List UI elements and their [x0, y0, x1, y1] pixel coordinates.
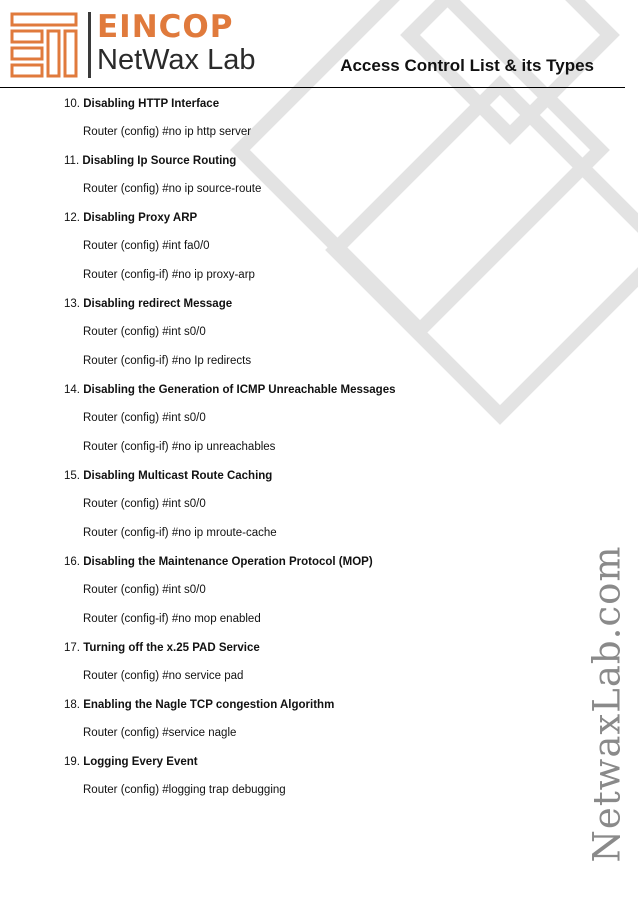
- watermark: [584, 545, 630, 863]
- brand-name: EINCOP: [97, 9, 234, 45]
- item-number: 10.: [64, 98, 80, 110]
- command-line: Router (config-if) #no mop enabled: [83, 613, 261, 625]
- command-line: Router (config) #no service pad: [83, 670, 244, 682]
- list-item: [64, 154, 584, 196]
- item-heading: [64, 297, 584, 311]
- logo-divider: [88, 12, 91, 78]
- item-number: 11.: [64, 155, 80, 167]
- item-title: Disabling redirect Message: [83, 298, 233, 310]
- command-line: Router (config-if) #no ip proxy-arp: [83, 269, 255, 281]
- brand-subtitle: NetWax Lab: [97, 44, 256, 76]
- list-item: [64, 555, 584, 626]
- command-line: Router (config-if) #no ip mroute-cache: [83, 527, 277, 539]
- item-title: Disabling Proxy ARP: [83, 212, 198, 224]
- list-item: [64, 755, 584, 797]
- document-title: Access Control List & its Types: [340, 56, 594, 75]
- item-heading: [64, 555, 584, 569]
- list-item: [64, 297, 584, 368]
- item-number: 18.: [64, 699, 80, 711]
- page-header: [0, 0, 638, 90]
- item-title: Disabling Multicast Route Caching: [83, 470, 273, 482]
- list-item: [64, 211, 584, 282]
- item-title: Disabling the Generation of ICMP Unreachable Messages: [83, 384, 396, 396]
- command-line: Router (config) #int s0/0: [83, 412, 206, 424]
- item-heading: [64, 641, 584, 655]
- command-line: Router (config) #int s0/0: [83, 326, 206, 338]
- item-heading: [64, 97, 584, 111]
- item-heading: [64, 154, 584, 168]
- item-number: 19.: [64, 756, 80, 768]
- item-title: Disabling the Maintenance Operation Protocol (MOP): [83, 556, 373, 568]
- eincop-logo-icon: [10, 12, 78, 78]
- command-line: Router (config) #int s0/0: [83, 584, 206, 596]
- list-item: [64, 97, 584, 139]
- item-number: 12.: [64, 212, 80, 224]
- item-heading: [64, 698, 584, 712]
- command-line: Router (config) #no ip source-route: [83, 183, 262, 195]
- item-title: Enabling the Nagle TCP congestion Algorithm: [83, 699, 335, 711]
- command-line: Router (config) #service nagle: [83, 727, 237, 739]
- item-title: Turning off the x.25 PAD Service: [83, 642, 260, 654]
- header-divider: [0, 87, 625, 88]
- command-line: Router (config) #logging trap debugging: [83, 784, 286, 796]
- item-heading: [64, 469, 584, 483]
- item-heading: [64, 211, 584, 225]
- item-number: 13.: [64, 298, 80, 310]
- command-line: Router (config) #no ip http server: [83, 126, 252, 138]
- item-number: 16.: [64, 556, 80, 568]
- item-heading: [64, 383, 584, 397]
- watermark-text: NetwaxLab.com: [585, 545, 629, 863]
- command-line: Router (config-if) #no Ip redirects: [83, 355, 252, 367]
- list-item: [64, 698, 584, 740]
- command-line: Router (config-if) #no ip unreachables: [83, 441, 276, 453]
- list-item: [64, 641, 584, 683]
- list-item: [64, 383, 584, 454]
- item-heading: [64, 755, 584, 769]
- item-title: Logging Every Event: [83, 756, 198, 768]
- item-title: Disabling HTTP Interface: [83, 98, 220, 110]
- item-number: 14.: [64, 384, 80, 396]
- command-line: Router (config) #int s0/0: [83, 498, 206, 510]
- command-line: Router (config) #int fa0/0: [83, 240, 210, 252]
- list-item: [64, 469, 584, 540]
- item-title: Disabling Ip Source Routing: [82, 155, 237, 167]
- item-number: 17.: [64, 642, 80, 654]
- item-number: 15.: [64, 470, 80, 482]
- document-body: [64, 97, 584, 812]
